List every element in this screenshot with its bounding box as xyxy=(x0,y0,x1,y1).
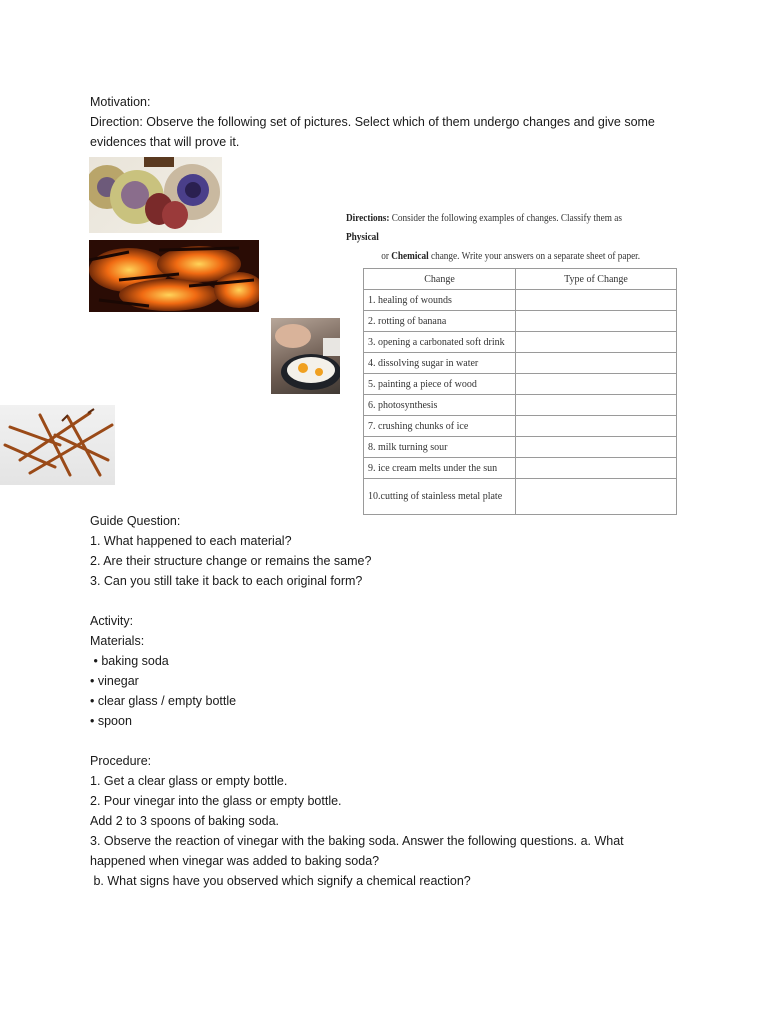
table-row: 5. painting a piece of wood xyxy=(364,374,677,395)
guide-question-2: 2. Are their structure change or remains the same? xyxy=(90,554,372,568)
guide-question-1: 1. What happened to each material? xyxy=(90,534,292,548)
change-column-header: Change xyxy=(364,269,516,290)
rotting-fruit-image xyxy=(89,157,222,233)
guide-heading: Guide Question: xyxy=(90,514,181,528)
directions-label: Directions: xyxy=(346,213,390,224)
answer-cell xyxy=(516,395,677,416)
material-item: • clear glass / empty bottle xyxy=(90,694,237,708)
table-row: 8. milk turning sour xyxy=(364,437,677,458)
procedure-step: happened when vinegar was added to baking soda? xyxy=(90,854,380,868)
table-row: 9. ice cream melts under the sun xyxy=(364,458,677,479)
activity-section xyxy=(90,611,690,731)
answer-cell xyxy=(516,353,677,374)
procedure-step: 3. Observe the reaction of vinegar with the baking soda. Answer the following questions. a. What xyxy=(90,834,624,848)
direction-line-1: Direction: Observe the following set of pictures. Select which of them undergo changes and give some xyxy=(90,115,655,129)
table-row: 7. crushing chunks of ice xyxy=(364,416,677,437)
frying-egg-image xyxy=(271,318,340,394)
motivation-section xyxy=(90,92,690,152)
material-item: • vinegar xyxy=(90,674,139,688)
procedure-section xyxy=(90,751,690,891)
answer-cell xyxy=(516,479,677,515)
answer-cell xyxy=(516,458,677,479)
answer-cell xyxy=(516,437,677,458)
physical-label: Physical xyxy=(346,232,379,243)
table-row: 2. rotting of banana xyxy=(364,311,677,332)
answer-cell xyxy=(516,332,677,353)
procedure-step: b. What signs have you observed which signify a chemical reaction? xyxy=(90,874,471,888)
material-item: • spoon xyxy=(90,714,132,728)
guide-question-section xyxy=(90,511,690,591)
worksheet-directions-line-2: or Chemical change. Write your answers on a separate sheet of paper. xyxy=(381,251,641,262)
worksheet-directions xyxy=(346,209,645,266)
answer-cell xyxy=(516,290,677,311)
answer-cell xyxy=(516,374,677,395)
answer-cell xyxy=(516,311,677,332)
table-row: 4. dissolving sugar in water xyxy=(364,353,677,374)
procedure-step: Add 2 to 3 spoons of baking soda. xyxy=(90,814,280,828)
procedure-heading: Procedure: xyxy=(90,754,152,768)
guide-question-3: 3. Can you still take it back to each original form? xyxy=(90,574,363,588)
table-row: 10.cutting of stainless metal plate xyxy=(364,479,677,515)
procedure-step: 1. Get a clear glass or empty bottle. xyxy=(90,774,288,788)
activity-heading: Activity: xyxy=(90,614,134,628)
changes-table xyxy=(363,268,677,515)
motivation-heading: Motivation: xyxy=(90,95,151,109)
worksheet-directions-line-1: Directions: Consider the following examples of changes. Classify them as Physical xyxy=(346,213,622,243)
procedure-step: 2. Pour vinegar into the glass or empty bottle. xyxy=(90,794,342,808)
materials-heading: Materials: xyxy=(90,634,145,648)
table-header-row xyxy=(364,269,677,290)
table-row: 6. photosynthesis xyxy=(364,395,677,416)
table-row: 3. opening a carbonated soft drink xyxy=(364,332,677,353)
rusty-nails-image xyxy=(0,405,115,485)
type-column-header: Type of Change xyxy=(516,269,677,290)
direction-line-2: evidences that will prove it. xyxy=(90,135,240,149)
burning-charcoal-image xyxy=(89,240,259,312)
chemical-label: Chemical xyxy=(391,251,429,262)
answer-cell xyxy=(516,416,677,437)
table-row: 1. healing of wounds xyxy=(364,290,677,311)
material-item: • baking soda xyxy=(90,654,169,668)
